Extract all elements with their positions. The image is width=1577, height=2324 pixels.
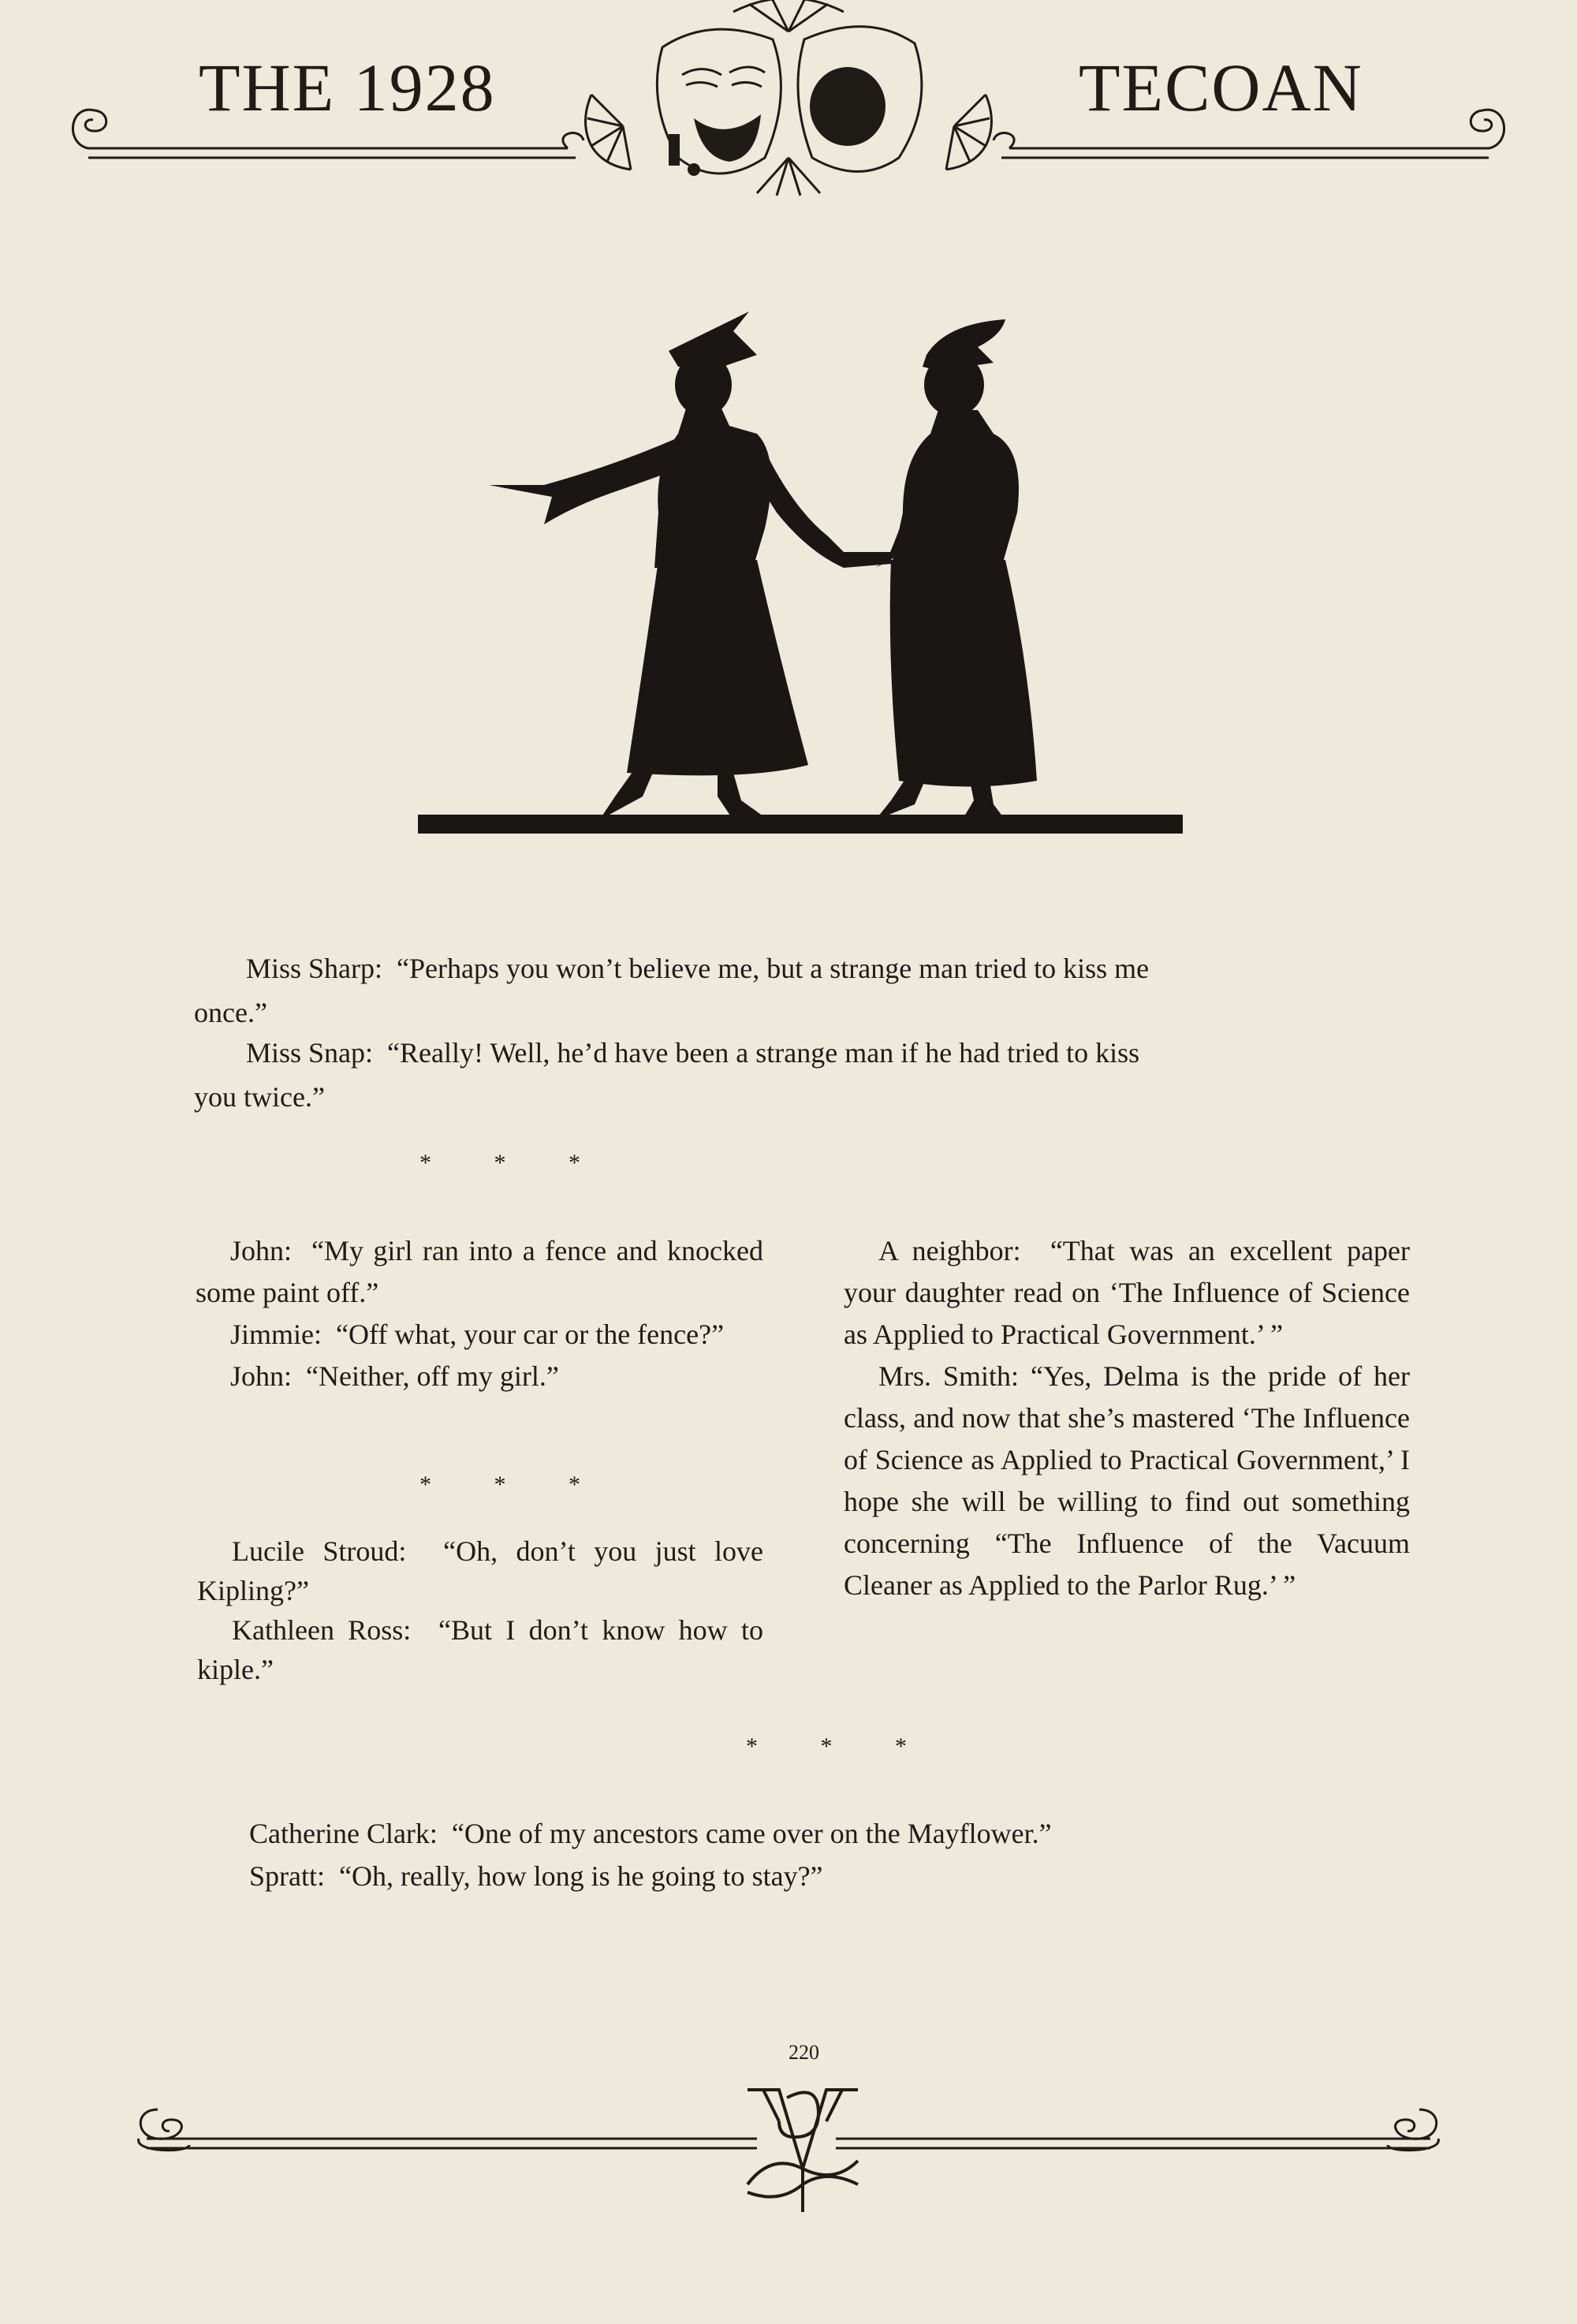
two-women-silhouette-icon bbox=[418, 308, 1191, 844]
quote-john-2: “Neither, off my girl.” bbox=[306, 1360, 559, 1392]
quote-john-1: “My girl ran into a fence and knocked some paint off.” bbox=[196, 1235, 763, 1308]
joke-kipling bbox=[197, 1531, 763, 1689]
john-line-2 bbox=[196, 1356, 763, 1397]
quote-jimmie: “Off what, your car or the fence?” bbox=[336, 1319, 725, 1350]
speaker-catherine-clark: Catherine Clark: bbox=[249, 1818, 438, 1849]
mrs-smith-line bbox=[844, 1356, 1410, 1606]
speaker-lucile-stroud: Lucile Stroud: bbox=[232, 1535, 407, 1567]
page-number: 220 bbox=[788, 2041, 819, 2064]
speaker-kathleen-ross: Kathleen Ross: bbox=[232, 1614, 412, 1646]
joke-sharp-line1-cont: once.” bbox=[194, 997, 267, 1028]
speaker-neighbor: A neighbor: bbox=[878, 1235, 1021, 1266]
quote-neighbor: “That was an excellent paper your daughter read on ‘The Influence of Science as Applied to Practical Government.’ ” bbox=[844, 1235, 1411, 1350]
header-left-title: THE 1928 bbox=[199, 50, 496, 125]
quote-catherine: “One of my ancestors came over on the Mayflower.” bbox=[451, 1818, 1052, 1849]
quote-miss-sharp: “Perhaps you won’t believe me, but a strange man tried to kiss me bbox=[397, 953, 1150, 984]
speaker-miss-snap: Miss Snap: bbox=[246, 1037, 374, 1069]
speaker-john-2: John: bbox=[230, 1360, 293, 1392]
speaker-miss-sharp: Miss Sharp: bbox=[246, 953, 383, 984]
monogram-ornament-icon bbox=[732, 2074, 874, 2216]
separator-3: * * * bbox=[746, 1733, 935, 1759]
speaker-john: John: bbox=[230, 1235, 293, 1266]
jimmie-line bbox=[196, 1314, 763, 1356]
john-line-1 bbox=[196, 1230, 763, 1314]
mayflower-line-2 bbox=[249, 1861, 823, 1893]
comedy-tragedy-masks-icon bbox=[576, 0, 1001, 197]
speaker-jimmie: Jimmie: bbox=[230, 1319, 322, 1350]
speaker-mrs-smith: Mrs. Smith: bbox=[878, 1360, 1019, 1392]
quote-miss-snap: “Really! Well, he’d have been a strange man if he had tried to kiss bbox=[387, 1037, 1140, 1069]
quote-kathleen: “But I don’t know how to kiple.” bbox=[197, 1614, 763, 1685]
lucile-line bbox=[197, 1531, 763, 1610]
joke-sharp-line1 bbox=[246, 953, 1149, 985]
mayflower-line-1 bbox=[249, 1819, 1052, 1850]
joke-snap-line2 bbox=[246, 1038, 1139, 1069]
joke-neighbor bbox=[844, 1230, 1410, 1606]
kathleen-line bbox=[197, 1610, 763, 1689]
joke-john-jimmie bbox=[196, 1230, 763, 1397]
quote-lucile: “Oh, don’t you just love Kipling?” bbox=[197, 1535, 764, 1606]
quote-mrs-smith: “Yes, Delma is the pride of her class, and now that she’s mastered ‘The Influence of Science as Applied to Practical Government,’ I hope she will be willing to find out something concerning “The Influence of the Vacuum Cleaner as Applied to the Parlor Rug.’ ” bbox=[844, 1360, 1410, 1601]
quote-spratt: “Oh, really, how long is he going to stay?” bbox=[339, 1860, 823, 1892]
neighbor-line bbox=[844, 1230, 1410, 1356]
speaker-spratt: Spratt: bbox=[249, 1860, 325, 1892]
separator-1: * * * bbox=[419, 1150, 609, 1176]
joke-snap-line2-cont: you twice.” bbox=[194, 1081, 325, 1113]
header-right-title: TECOAN bbox=[1079, 50, 1363, 125]
separator-2: * * * bbox=[419, 1472, 609, 1498]
